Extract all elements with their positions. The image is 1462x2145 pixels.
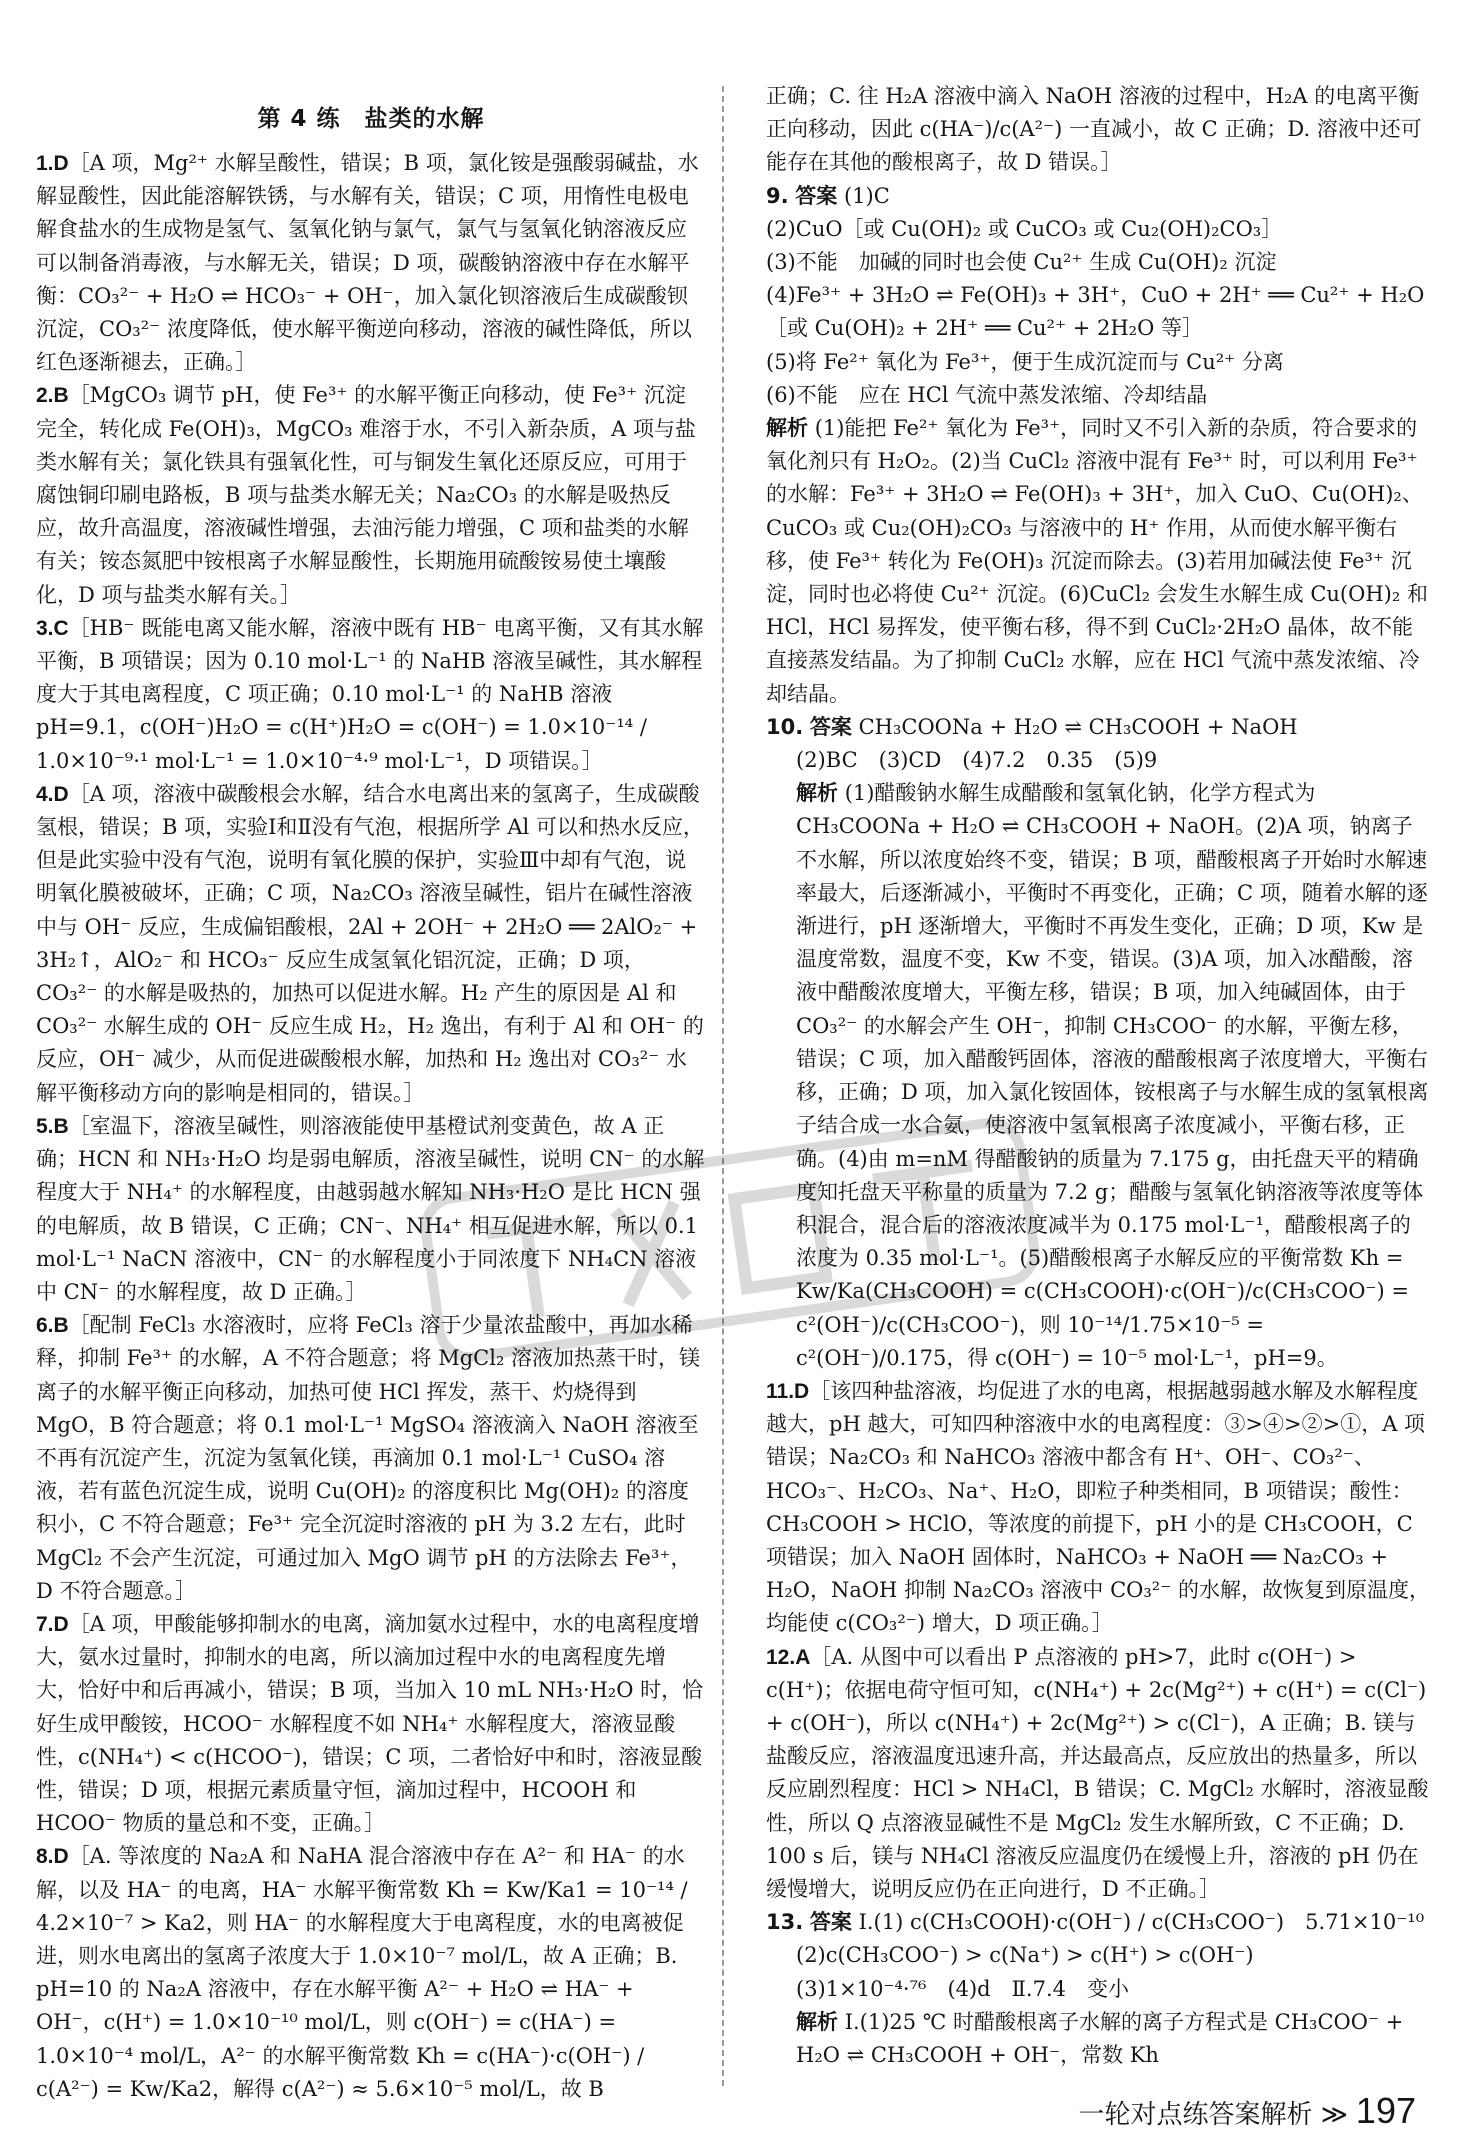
answer-label: 答案 <box>809 1910 852 1935</box>
page-footer <box>1078 2090 1416 2132</box>
answer-item-4: 4.D［A 项，溶液中碳酸根会水解，结合水电离出来的氢离子，生成碳酸氢根，错误；B 项，实验Ⅰ和Ⅱ没有气泡，根据所学 Al 可以和热水反应，但是此实验中没有气泡，说明有氧化膜的保护，实验Ⅲ中却有气泡，说明氧化膜被破坏，正确；C 项，Na₂CO₃ 溶液呈碱性，铝片在碱性溶液中与 OH⁻ 反应，生成偏铝酸根，2Al + 2OH⁻ + 2H₂O ══ 2AlO₂⁻ + 3H₂↑，AlO₂⁻ 和 HCO₃⁻ 反应生成氢氧化铝沉淀，正确；D 项，CO₃²⁻ 的水解是吸热的，加热可以促进水解。H₂ 产生的原因是 Al 和 CO₃²⁻ 水解生成的 OH⁻ 反应生成 H₂，H₂ 逸出，有利于 Al 和 OH⁻ 的反应，OH⁻ 减少，从而促进碳酸根水解，加热和 H₂ 逸出对 CO₃²⁻ 水解平衡移动方向的影响是相同的，错误。］ <box>36 781 704 1105</box>
answer-item-9: 9. 答案 (1)C (2)CuO［或 Cu(OH)₂ 或 CuCO₃ 或 Cu₂(OH)₂CO₃］ (3)不能 加碱的同时也会使 Cu²⁺ 生成 Cu(OH)₂ 沉淀 (4)Fe³⁺ + 3H₂O ⇌ Fe(OH)₃ + 3H⁺，CuO + 2H⁺ ══ Cu²⁺ + H₂O［或 Cu(OH)₂ + 2H⁺ ══ Cu²⁺ + 2H₂O 等］ (5)将 Fe²⁺ 氧化为 Fe³⁺，便于生成沉淀而与 Cu²⁺ 分离 (6)不能 应在 HCl 气流中蒸发浓缩、冷却结晶 解析 (1)能把 Fe²⁺ 氧化为 Fe³⁺，同时又不引入新的杂质，符合要求的氧化剂只有 H₂O₂。(2)当 CuCl₂ 溶液中混有 Fe³⁺ 时，可以利用 Fe³⁺ 的水解：Fe³⁺ + 3H₂O ⇌ Fe(OH)₃ + 3H⁺，加入 CuO、Cu(OH)₂、CuCO₃ 或 Cu₂(OH)₂CO₃ 与溶液中的 H⁺ 作用，从而使水解平衡右移，使 Fe³⁺ 转化为 Fe(OH)₃ 沉淀而除去。(3)若用加碱法使 Fe³⁺ 沉淀，同时也必将使 Cu²⁺ 沉淀。(6)CuCl₂ 会发生水解生成 Cu(OH)₂ 和 HCl，HCl 易挥发，使平衡右移，得不到 CuCl₂·2H₂O 晶体，故不能直接蒸发结晶。为了抑制 CuCl₂ 水解，应在 HCl 气流中蒸发浓缩、冷却结晶。 <box>766 183 1428 706</box>
answer-item-2: 2.B［MgCO₃ 调节 pH，使 Fe³⁺ 的水解平衡正向移动，使 Fe³⁺ 沉淀完全，转化成 Fe(OH)₃，MgCO₃ 难溶于水，不引入新杂质，A 项与盐类水解有关；氯化铁具有强氧化性，可与铜发生氧化还原反应，可用于腐蚀铜印刷电路板，B 项与盐类水解无关；Na₂CO₃ 的水解是吸热反应，故升高温度，溶液碱性增强，去油污能力增强，C 项和盐类的水解有关；铵态氮肥中铵根离子水解显酸性，长期施用硫酸铵易使土壤酸化，D 项与盐类水解有关。］ <box>36 383 697 607</box>
answer-label: 答案 <box>809 714 852 739</box>
section-title: 第 4 练 盐类的水解 <box>257 106 485 132</box>
analysis-label: 解析 <box>766 416 808 441</box>
answer-item-10: 10. 答案 CH₃COONa + H₂O ⇌ CH₃COOH + NaOH (2)BC (3)CD (4)7.2 0.35 (5)9 解析 (1)醋酸钠水解生成醋酸和氢氧化钠，化学方程式为 CH₃COONa + H₂O ⇌ CH₃COOH + NaOH。(2)A 项，钠离子不水解，所以浓度始终不变，错误；B 项，醋酸根离子开始时水解速率最大，后逐渐减小，平衡时不再变化，正确；C 项，随着水解的逐渐进行，pH 逐渐增大，平衡时不再发生变化，正确；D 项，Kw 是温度常数，温度不变，Kw 不变，错误。(3)A 项，加入冰醋酸，溶液中醋酸浓度增大，平衡左移，错误；B 项，加入纯碱固体，由于 CO₃²⁻ 的水解会产生 OH⁻，抑制 CH₃COO⁻ 的水解，平衡左移，错误；C 项，加入醋酸钙固体，溶液的醋酸根离子浓度增大，平衡右移，正确；D 项，加入氯化铵固体，铵根离子与水解生成的氢氧根离子结合成一水合氨，使溶液中氢氧根离子浓度减小，平衡右移，正确。(4)由 m=nM 得醋酸钠的质量为 7.175 g，由托盘天平的精确度知托盘天平称量的质量为 7.2 g；醋酸与氢氧化钠溶液等浓度等体积混合，混合后的溶液浓度减半为 0.175 mol·L⁻¹，醋酸根离子的浓度为 0.35 mol·L⁻¹。(5)醋酸根离子水解反应的平衡常数 Kh = Kw/Ka(CH₃COOH) = c(CH₃COOH)·c(OH⁻)/c(CH₃COO⁻) = c²(OH⁻)/c(CH₃COO⁻)，则 10⁻¹⁴/1.75×10⁻⁵ = c²(OH⁻)/0.175，得 c(OH⁻) = 10⁻⁵ mol·L⁻¹，pH=9。 <box>766 714 1429 1370</box>
answer-item-1: 1.D［A 项，Mg²⁺ 水解呈酸性，错误；B 项，氯化铵是强酸弱碱盐，水解显酸性，因此能溶解铁锈，与水解有关，错误；C 项，用惰性电极电解食盐水的生成物是氢气、氢氧化钠与氯气，氯气与氢氧化钠溶液反应可以制备消毒液，与水解无关，错误；D 项，碳酸钠溶液中存在水解平衡：CO₃²⁻ + H₂O ⇌ HCO₃⁻ + OH⁻，加入氯化钡溶液后生成碳酸钡沉淀，CO₃²⁻ 浓度降低，使水解平衡逆向移动，溶液的碱性降低，所以红色逐渐褪去，正确。］ <box>36 151 699 375</box>
left-column <box>36 92 706 2106</box>
answer-label: 答案 <box>795 183 838 208</box>
answer-item-5: 5.B［室温下，溶液呈碱性，则溶液能使甲基橙试剂变黄色，故 A 正确；HCN 和 NH₃·H₂O 均是弱电解质，溶液呈碱性，说明 CN⁻ 的水解程度大于 NH₄⁺ 的水解程度，由越弱越水解知 NH₃·H₂O 是比 HCN 强的电解质，故 B 错误，C 正确；CN⁻、NH₄⁺ 相互促进水解，所以 0.1 mol·L⁻¹ NaCN 溶液中，CN⁻ 的水解程度小于同浓度下 NH₄CN 溶液中 CN⁻ 的水解程度，故 D 正确。］ <box>36 1113 705 1304</box>
answer-item-8: 8.D［A. 等浓度的 Na₂A 和 NaHA 混合溶液中存在 A²⁻ 和 HA⁻ 的水解，以及 HA⁻ 的电离，HA⁻ 水解平衡常数 Kh = Kw/Ka1 = 10⁻¹⁴ / 4.2×10⁻⁷ > Ka2，则 HA⁻ 的水解程度大于电离程度，水的电离被促进，则水电离出的氢离子浓度大于 1.0×10⁻⁷ mol/L，故 A 正确；B. pH=10 的 Na₂A 溶液中，存在水解平衡 A²⁻ + H₂O ⇌ HA⁻ + OH⁻，c(H⁺) = 1.0×10⁻¹⁰ mol/L，则 c(OH⁻) = c(HA⁻) = 1.0×10⁻⁴ mol/L，A²⁻ 的水解平衡常数 Kh = c(HA⁻)·c(OH⁻) / c(A²⁻) = Kw/Ka2，解得 c(A²⁻) ≈ 5.6×10⁻⁵ mol/L，故 B <box>36 1844 688 2101</box>
footer-label: 一轮对点练答案解析 ≫ <box>1078 2100 1348 2130</box>
column-divider <box>722 86 724 2086</box>
answer-item-6: 6.B［配制 FeCl₃ 水溶液时，应将 FeCl₃ 溶于少量浓盐酸中，再加水稀释，抑制 Fe³⁺ 的水解，A 不符合题意；将 MgCl₂ 溶液加热蒸干时，镁离子的水解平衡正向移动，加热可使 HCl 挥发，蒸干、灼烧得到 MgO，B 符合题意；将 0.1 mol·L⁻¹ MgSO₄ 溶液滴入 NaOH 溶液至不再有沉淀产生，沉淀为氢氧化镁，再滴加 0.1 mol·L⁻¹ CuSO₄ 溶液，若有蓝色沉淀生成，说明 Cu(OH)₂ 的溶度积比 Mg(OH)₂ 的溶度积小，C 不符合题意；Fe³⁺ 完全沉淀时溶液的 pH 为 3.2 左右，此时 MgCl₂ 不会产生沉淀，可通过加入 MgO 调节 pH 的方法除去 Fe³⁺，D 不符合题意。］ <box>36 1313 701 1603</box>
page-number: 197 <box>1355 2090 1416 2131</box>
analysis-label: 解析 <box>796 781 838 806</box>
answer-item-3: 3.C［HB⁻ 既能电离又能水解，溶液中既有 HB⁻ 电离平衡，又有其水解平衡，B 项错误；因为 0.10 mol·L⁻¹ 的 NaHB 溶液呈碱性，其水解程度大于其电离程度，C 项正确；0.10 mol·L⁻¹ 的 NaHB 溶液 pH=9.1，c(OH⁻)H₂O = c(H⁺)H₂O = c(OH⁻) = 1.0×10⁻¹⁴ / 1.0×10⁻⁹·¹ mol·L⁻¹ = 1.0×10⁻⁴·⁹ mol·L⁻¹，D 项错误。］ <box>36 615 704 773</box>
answer-8-continued: 正确；C. 往 H₂A 溶液中滴入 NaOH 溶液的过程中，H₂A 的电离平衡正向移动，因此 c(HA⁻)/c(A²⁻) 一直减小，故 C 正确；D. 溶液中还可能存在其他的酸根离子，故 D 错误。］ <box>766 84 1422 175</box>
answer-item-13: 13. 答案 Ⅰ.(1) c(CH₃COOH)·c(OH⁻) / c(CH₃COO⁻) 5.71×10⁻¹⁰ (2)c(CH₃COO⁻) > c(Na⁺) > c(H⁺) > c(OH⁻) (3)1×10⁻⁴·⁷⁶ (4)d Ⅱ.7.4 变小 解析 Ⅰ.(1)25 ℃ 时醋酸根离子水解的离子方程式是 CH₃COO⁻ + H₂O ⇌ CH₃COOH + OH⁻，常数 Kh <box>766 1910 1425 2067</box>
answer-item-11: 11.D［该四种盐溶液，均促进了水的电离，根据越弱越水解及水解程度越大，pH 越大，可知四种溶液中水的电离程度：③>④>②>①，A 项错误；Na₂CO₃ 和 NaHCO₃ 溶液中都含有 H⁺、OH⁻、CO₃²⁻、HCO₃⁻、H₂CO₃、Na⁺、H₂O，即粒子种类相同，B 项错误；酸性：CH₃COOH > HClO，等浓度的前提下，pH 小的是 CH₃COOH，C 项错误；加入 NaOH 固体时，NaHCO₃ + NaOH ══ Na₂CO₃ + H₂O，NaOH 抑制 Na₂CO₃ 溶液中 CO₃²⁻ 的水解，故恢复到原温度，均能使 c(CO₃²⁻) 增大，D 项正确。］ <box>766 1378 1430 1636</box>
analysis-label: 解析 <box>796 2009 838 2034</box>
answer-item-12: 12.A［A. 从图中可以看出 P 点溶液的 pH>7，此时 c(OH⁻) > c(H⁺)；依据电荷守恒可知，c(NH₄⁺) + 2c(Mg²⁺) + c(H⁺) = c(Cl⁻) + c(OH⁻)，所以 c(NH₄⁺) + 2c(Mg²⁺) > c(Cl⁻)，A 正确；B. 镁与盐酸反应，溶液温度迅速升高，并达最高点，反应放出的热量多，所以反应剧烈程度：HCl > NH₄Cl，B 错误；C. MgCl₂ 水解时，溶液显酸性，所以 Q 点溶液显碱性不是 MgCl₂ 发生水解所致，C 不正确；D. 100 s 后，镁与 NH₄Cl 溶液反应温度仍在缓慢上升，溶液的 pH 仍在缓慢增大，说明反应仍在正向进行，D 不正确。］ <box>766 1644 1429 1901</box>
answer-item-7: 7.D［A 项，甲酸能够抑制水的电离，滴加氨水过程中，水的电离程度增大，氨水过量时，抑制水的电离，所以滴加过程中水的电离程度先增大，恰好中和后再减小，错误；B 项，当加入 10 mL NH₃·H₂O 时，恰好生成甲酸铵，HCOO⁻ 水解程度不如 NH₄⁺ 水解程度大，溶液显酸性，c(NH₄⁺) < c(HCOO⁻)，错误；C 项，二者恰好中和时，溶液显酸性，错误；D 项，根据元素质量守恒，滴加过程中，HCOOH 和 HCOO⁻ 物质的量总和不变，正确。］ <box>36 1611 704 1836</box>
right-column <box>766 80 1430 2072</box>
